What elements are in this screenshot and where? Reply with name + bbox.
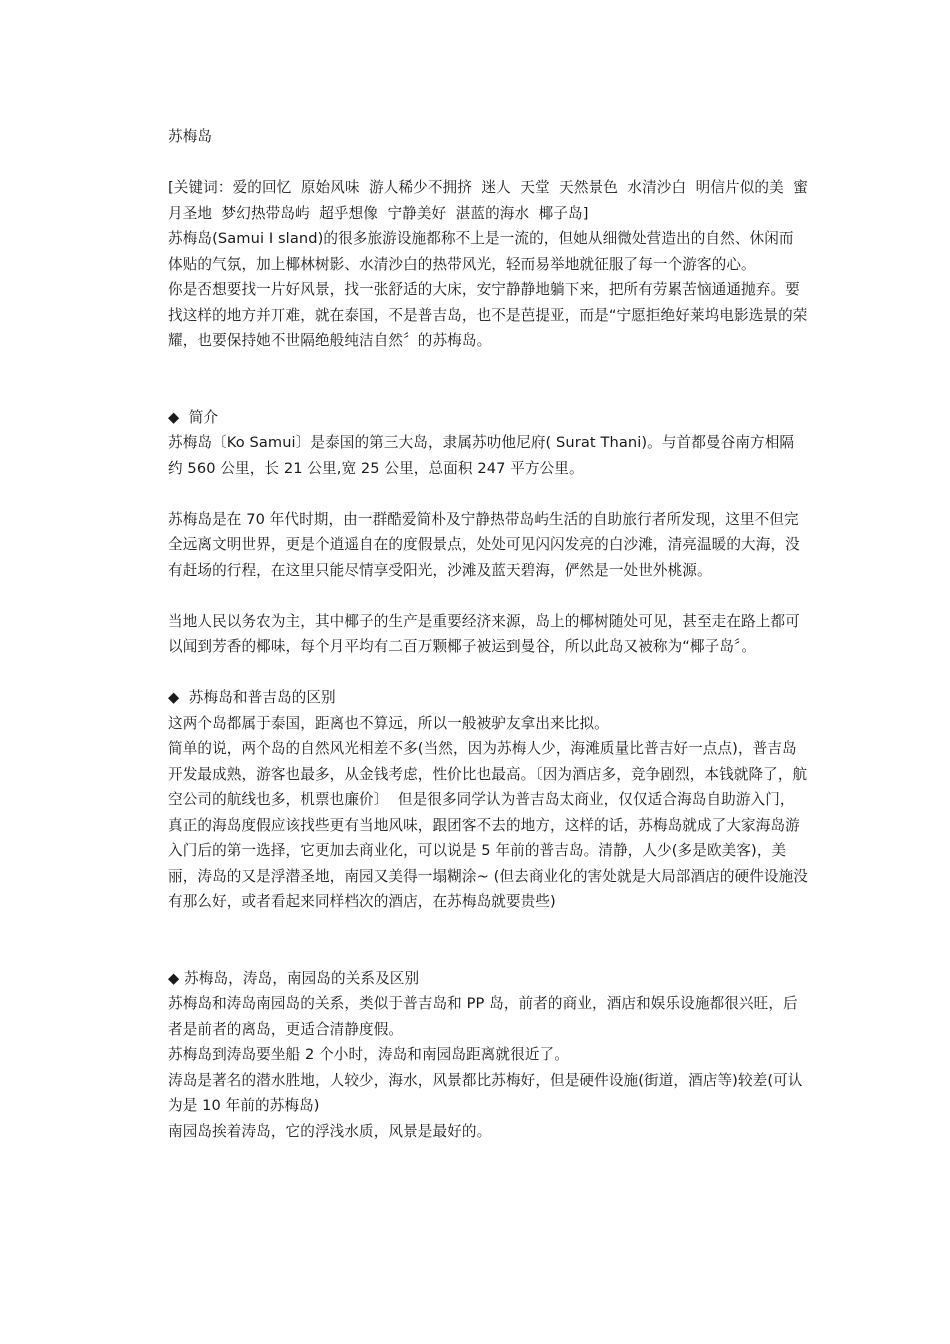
section-2-paragraph-2: 简单的说，两个岛的自然风光相差不多(当然，因为苏梅人少，海滩质量比普吉好一点点)，普吉岛开发最成熟，游客也最多，从金钱考虑，性价比也最高。〔因为酒店多，竞争剧烈，本钱就降了，航空公司的航线也多，机票也廉价〕 但是很多同学认为普吉岛太商业，仅仅适合海岛自助游入门，真正的海岛度假应该找些更有当地风味，跟团客不去的地方，这样的话，苏梅岛就成了大家海岛游入门后的第一选择，它更加去商业化，可以说是 5 年前的普吉岛。清静，人少(多是欧美客)，美丽，涛岛的又是浮潜圣地，南园又美得一塌糊涂~ (但去商业化的害处就是大局部酒店的硬件设施没有那么好，或者看起来同样档次的酒店，在苏梅岛就要贵些) (168, 740, 809, 910)
section-heading-intro: ◆ 简介 (168, 408, 219, 426)
section-3-paragraph-3: 涛岛是著名的潜水胜地，人较少，海水，风景都比苏梅好，但是硬件设施(街道，酒店等)较差(可认为是 10 年前的苏梅岛) (168, 1071, 803, 1114)
spacer (168, 481, 808, 507)
keywords-paragraph: [关键词：爱的回忆 原始风味 游人稀少不拥挤 迷人 天堂 天然景色 水清沙白 明信片似的美 蜜月圣地 梦幻热带岛屿 超乎想像 宁静美好 湛蓝的海水 椰子岛] (168, 179, 808, 222)
spacer (168, 354, 808, 405)
spacer (168, 915, 808, 966)
section-3-paragraph-2: 苏梅岛到涛岛要坐船 2 个小时，涛岛和南园岛距离就很近了。 (168, 1046, 569, 1063)
section-heading-comparison: ◆ 苏梅岛和普吉岛的区别 (168, 689, 336, 706)
spacer (168, 150, 808, 176)
spacer (168, 583, 808, 609)
document-page (168, 124, 808, 1144)
section-3-paragraph-1: 苏梅岛和涛岛南园岛的关系，类似于普吉岛和 PP 岛，前者的商业，酒店和娱乐设施都很兴旺，后者是前者的离岛，更适合清静度假。 (168, 995, 798, 1038)
section-1-paragraph-2: 苏梅岛是在 70 年代时期，由一群酷爱简朴及宁静热带岛屿生活的自助旅行者所发现，这里不但完全远离文明世界，更是个逍遥自在的度假景点，处处可见闪闪发亮的白沙滩，清亮温暖的大海，没有赶场的行程，在这里只能尽情享受阳光，沙滩及蓝天碧海，俨然是一处世外桃源。 (168, 510, 800, 579)
section-1-paragraph-1: 苏梅岛〔Ko Samui〕是泰国的第三大岛，隶属苏叻他尼府( Surat Thani)。与首都曼谷南方相隔约 560 公里，长 21 公里,宽 25 公里，总面积 247 平方公里。 (168, 434, 795, 477)
section-2-paragraph-1: 这两个岛都属于泰国，距离也不算远，所以一般被驴友拿出来比拟。 (168, 714, 609, 732)
intro-paragraph-2: 你是否想要找一片好风景，找一张舒适的大床，安宁静静地躺下来，把所有劳累苦恼通通抛弃。要找这样的地方并丌难，就在泰国，不是普吉岛，也不是芭提亚，而是“宁愿拒绝好莱坞电影选景的荣耀，也要保持她不世隔绝般纯洁自然〞的苏梅岛。 (168, 281, 808, 349)
spacer (168, 660, 808, 686)
section-heading-relations: ◆ 苏梅岛，涛岛，南园岛的关系及区别 (168, 969, 420, 987)
intro-paragraph-1: 苏梅岛(Samui I sland)的很多旅游设施都称不上是一流的，但她从细微处营造出的自然、休闲而体贴的气氛，加上椰林树影、水清沙白的热带风光，轻而易举地就征服了每一个游客的心。 (168, 230, 794, 273)
section-3-paragraph-4: 南园岛挨着涛岛，它的浮浅水质，风景是最好的。 (168, 1122, 492, 1140)
document-title: 苏梅岛 (168, 128, 213, 145)
section-1-paragraph-3: 当地人民以务农为主，其中椰子的生产是重要经济来源，岛上的椰树随处可见，甚至走在路上都可以闻到芳香的椰味，每个月平均有二百万颗椰子被运到曼谷，所以此岛又被称为“椰子岛〞。 (168, 612, 800, 655)
